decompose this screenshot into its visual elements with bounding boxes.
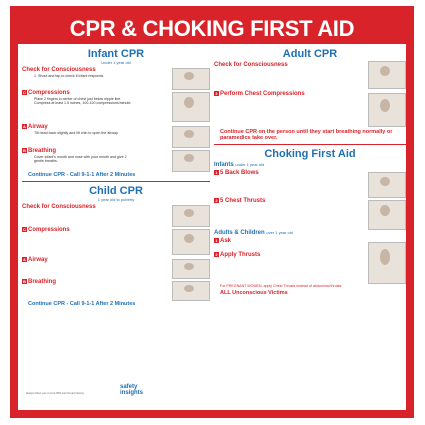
child-airway-image <box>172 259 210 279</box>
child-breathing-image <box>172 281 210 301</box>
child-step-compressions <box>22 227 210 255</box>
infant-compressions-text: Place 2 fingers in center of chest just below nipple line. Compress at least 1.5 inches, 100-120 compressions/minute. <box>34 97 132 106</box>
adult-check-image <box>368 61 406 89</box>
step-number-b: B <box>23 279 26 284</box>
step-number-a: A <box>23 257 26 262</box>
step-number-a: A <box>23 124 26 129</box>
back-blows-heading: 5 Back Blows <box>220 170 259 176</box>
choking-title: Choking First Aid <box>264 148 356 160</box>
infant-airway-heading: Airway <box>28 124 48 130</box>
infant-continue-cpr: Continue CPR - Call 9-1-1 After 2 Minutes <box>28 172 136 178</box>
infant-breathing-image <box>172 150 210 172</box>
choking-adults-heading <box>214 230 406 236</box>
apply-thrusts-image <box>368 242 406 284</box>
left-column <box>22 46 210 396</box>
apply-thrusts-heading: Apply Thrusts <box>220 252 261 258</box>
child-airway-heading: Airway <box>28 257 48 263</box>
infant-airway-text: Tilt head back slightly and lift chin to open the airway. <box>34 131 119 135</box>
choking-infants-sub: under 1 year old <box>235 162 265 167</box>
infant-step-compressions <box>22 90 210 122</box>
choking-infants-label: Infants <box>214 162 234 168</box>
child-step-breathing <box>22 279 210 299</box>
poster <box>10 6 414 418</box>
logo-line1: safety <box>120 384 138 390</box>
step-number-c: C <box>23 90 26 95</box>
right-column <box>214 46 406 396</box>
child-continue-cpr: Continue CPR - Call 9-1-1 After 2 Minutes <box>28 301 136 307</box>
step-number-2: 2 <box>215 91 218 96</box>
apply-thrusts-step <box>214 252 406 284</box>
infant-cpr-title: Infant CPR <box>87 48 145 60</box>
step-number-2: 2 <box>215 252 218 257</box>
footer-fine-print: Always follow your current CPR and first aid training. <box>26 392 85 395</box>
divider <box>22 181 210 182</box>
infant-compressions-heading: Compressions <box>28 90 70 96</box>
adult-compressions-image <box>368 93 406 127</box>
child-cpr-title: Child CPR <box>89 185 143 197</box>
infant-check-image <box>172 68 210 90</box>
infant-step-check <box>22 74 210 88</box>
adult-cpr-title: Adult CPR <box>282 48 338 60</box>
child-compressions-image <box>172 229 210 255</box>
step-number-1: 1 <box>215 170 218 175</box>
logo-line2: insights <box>120 390 144 396</box>
chest-thrusts-step <box>214 198 406 228</box>
adult-compressions-heading: Perform Chest Compressions <box>220 91 305 97</box>
child-cpr-subtitle: 1 year old to puberty <box>97 197 135 202</box>
back-blows-step <box>214 170 406 196</box>
choking-adults-label: Adults & Children <box>214 230 265 236</box>
step-number-b: B <box>23 148 26 153</box>
step-number-2: 2 <box>215 198 218 203</box>
ask-heading: Ask <box>220 238 232 244</box>
infant-airway-image <box>172 126 210 148</box>
step-number-c: C <box>23 227 26 232</box>
divider <box>214 144 406 145</box>
child-breathing-heading: Breathing <box>28 279 57 285</box>
child-check-heading: Check for Consciousness <box>22 204 96 210</box>
back-blows-image <box>368 172 406 198</box>
chest-thrusts-heading: 5 Chest Thrusts <box>220 198 266 204</box>
child-step-check <box>22 211 210 225</box>
child-step-airway <box>22 257 210 277</box>
infant-step-airway <box>22 124 210 146</box>
infant-check-heading: Check for Consciousness <box>22 67 96 73</box>
child-check-image <box>172 205 210 227</box>
infant-compressions-image <box>172 92 210 122</box>
adult-check-heading: Check for Consciousness <box>214 62 288 68</box>
infant-step-breathing <box>22 148 210 170</box>
choking-infants-heading <box>214 162 406 168</box>
adult-step-check <box>214 69 406 89</box>
adult-continue-cpr: Continue CPR on the person until they start breathing normally or paramedics take over. <box>220 129 393 141</box>
unconscious-heading: ALL Unconscious Victims <box>220 290 288 297</box>
chest-thrusts-image <box>368 200 406 230</box>
child-compressions-heading: Compressions <box>28 227 70 233</box>
infant-breathing-text: Cover infant's mouth and nose with your mouth and give 2 gentle breaths. <box>34 155 127 164</box>
infant-breathing-heading: Breathing <box>28 148 57 154</box>
pregnant-note: For PREGNANT WOMEN, apply Chest Thrusts instead of abdominal thrusts. <box>220 284 343 288</box>
choking-adults-sub: over 1 year old <box>266 230 293 235</box>
step-number-1: 1 <box>215 238 218 243</box>
adult-step-compressions <box>214 91 406 127</box>
infant-cpr-subtitle: Under 1 year old <box>101 60 131 65</box>
poster-title: CPR & CHOKING FIRST AID <box>18 14 406 44</box>
infant-check-text: 1. Shout and tap to check if infant responds. <box>34 74 105 78</box>
